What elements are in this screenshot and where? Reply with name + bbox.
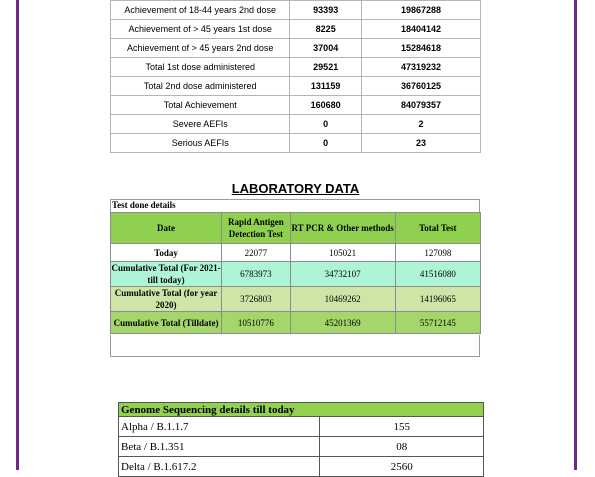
row-label: Total Achievement — [111, 96, 290, 115]
rtpcr-cell: 45201369 — [290, 312, 395, 334]
table-row — [111, 244, 481, 262]
table-row — [111, 1, 481, 20]
row-label: Total 1st dose administered — [111, 58, 290, 77]
cumulative-value: 15284618 — [361, 39, 480, 58]
laboratory-table-footer — [110, 335, 480, 357]
column-header-date: Date — [111, 213, 222, 244]
today-value: 93393 — [290, 1, 362, 20]
today-value: 29521 — [290, 58, 362, 77]
today-value: 0 — [290, 134, 362, 153]
vaccination-table — [110, 0, 481, 153]
date-cell: Cumulative Total (Tilldate) — [111, 312, 222, 334]
table-row — [111, 39, 481, 58]
date-cell: Cumulative Total (for year 2020) — [111, 287, 222, 312]
cumulative-value: 2 — [361, 115, 480, 134]
table-row — [111, 287, 481, 312]
cumulative-value: 47319232 — [361, 58, 480, 77]
laboratory-title-text: LABORATORY DATA — [231, 181, 360, 196]
table-header-row — [119, 403, 484, 417]
laboratory-table — [110, 212, 481, 334]
count-cell: 2560 — [320, 457, 484, 477]
row-label: Achievement of > 45 years 2nd dose — [111, 39, 290, 58]
today-value: 131159 — [290, 77, 362, 96]
test-done-caption: Test done details — [110, 199, 480, 212]
today-value: 37004 — [290, 39, 362, 58]
table-row — [111, 77, 481, 96]
table-row — [111, 134, 481, 153]
table-header-row — [111, 213, 481, 244]
cumulative-value: 19867288 — [361, 1, 480, 20]
rtpcr-cell: 10469262 — [290, 287, 395, 312]
today-value: 8225 — [290, 20, 362, 39]
laboratory-title — [110, 181, 481, 196]
page-border-right — [574, 0, 577, 470]
table-row — [119, 417, 484, 437]
rapid-cell: 6783973 — [222, 262, 291, 287]
rapid-cell: 3726803 — [222, 287, 291, 312]
total-cell: 55712145 — [395, 312, 480, 334]
table-row — [119, 457, 484, 477]
total-cell: 41516080 — [395, 262, 480, 287]
date-cell: Cumulative Total (For 2021- till today) — [111, 263, 221, 285]
cumulative-value: 18404142 — [361, 20, 480, 39]
variant-cell: Alpha / B.1.1.7 — [119, 417, 320, 437]
table-row — [111, 115, 481, 134]
rapid-cell: 10510776 — [222, 312, 291, 334]
row-label: Serious AEFIs — [111, 134, 290, 153]
row-label: Severe AEFIs — [111, 115, 290, 134]
cumulative-value: 84079357 — [361, 96, 480, 115]
column-header-total: Total Test — [395, 213, 480, 244]
table-row — [111, 96, 481, 115]
cumulative-value: 36760125 — [361, 77, 480, 96]
rtpcr-cell: 34732107 — [290, 262, 395, 287]
date-cell: Today — [111, 244, 222, 262]
today-value: 0 — [290, 115, 362, 134]
count-cell: 155 — [320, 417, 484, 437]
total-cell: 127098 — [395, 244, 480, 262]
rtpcr-cell: 105021 — [290, 244, 395, 262]
table-row — [111, 58, 481, 77]
row-label: Achievement of 18-44 years 2nd dose — [111, 1, 290, 20]
table-row — [111, 20, 481, 39]
count-cell: 08 — [320, 437, 484, 457]
rapid-cell: 22077 — [222, 244, 291, 262]
cumulative-value: 23 — [361, 134, 480, 153]
table-row — [119, 437, 484, 457]
genome-sequencing-table — [118, 402, 484, 477]
variant-cell: Delta / B.1.617.2 — [119, 457, 320, 477]
genome-title: Genome Sequencing details till today — [119, 403, 484, 417]
column-header-rapid-antigen: Rapid Antigen Detection Test — [222, 213, 291, 244]
row-label: Achievement of > 45 years 1st dose — [111, 20, 290, 39]
total-cell: 14196065 — [395, 287, 480, 312]
table-row — [111, 312, 481, 334]
today-value: 160680 — [290, 96, 362, 115]
page-border-left — [16, 0, 19, 470]
row-label: Total 2nd dose administered — [111, 77, 290, 96]
column-header-rtpcr: RT PCR & Other methods — [290, 213, 395, 244]
variant-cell: Beta / B.1.351 — [119, 437, 320, 457]
table-row — [111, 262, 481, 287]
